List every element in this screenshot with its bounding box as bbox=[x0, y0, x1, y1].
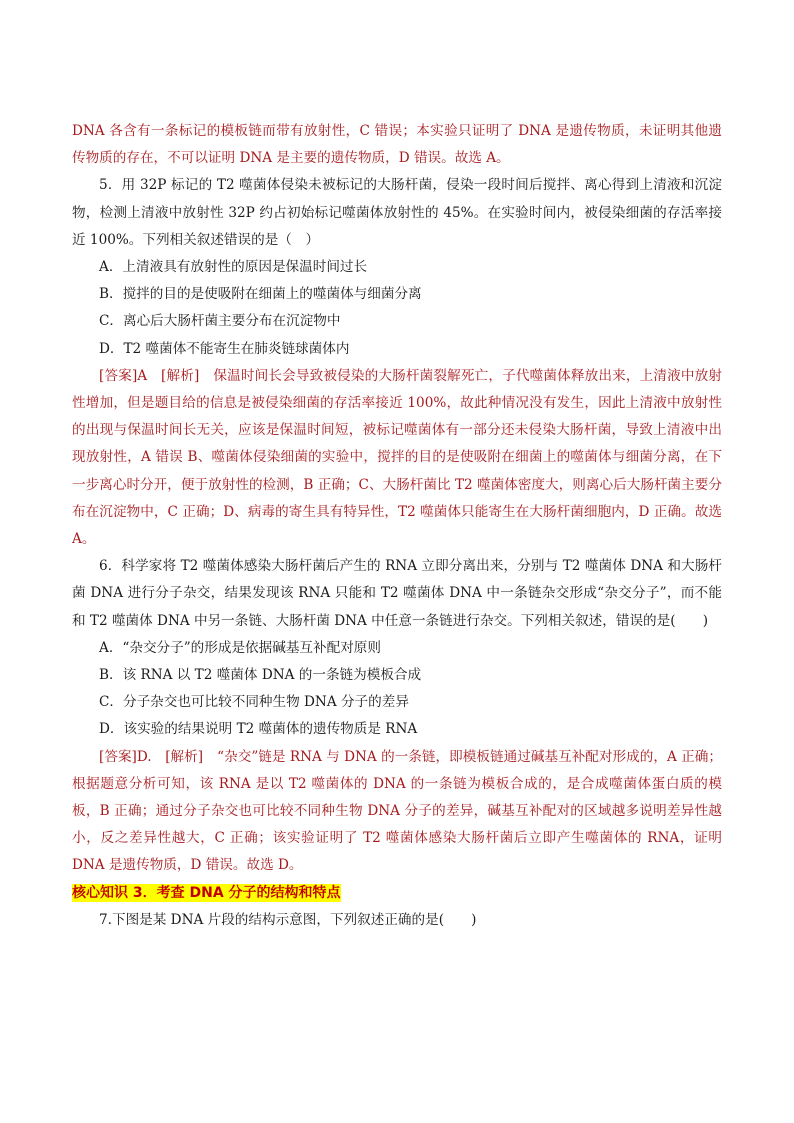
q5-option-b: B．搅拌的目的是使吸附在细菌上的噬菌体与细菌分离 bbox=[99, 286, 422, 303]
q6-stem: 6．科学家将 T2 噬菌体感染大肠杆菌后产生的 RNA 立即分离出来，分别与 T2 噬菌体 DNA 和大肠杆菌 DNA 进行分子杂交，结果发现该 RNA 只能和 T2 噬菌体 DNA 中一条链杂交形成“杂交分子”，而不能和 T2 噬菌体 DNA 中另一条链、大肠杆菌 DNA 中任意一条链进行杂交。下列相关叙述，错误的是( ) bbox=[72, 558, 722, 629]
q5-answer-explanation bbox=[72, 363, 722, 553]
q6-answer-tag: [答案]D. [解析] bbox=[99, 748, 204, 765]
q6-answer-explanation bbox=[72, 744, 722, 880]
prev-explanation-tail: DNA 各含有一条标记的模板链而带有放射性，C 错误；本实验只证明了 DNA 是遗传物质，未证明其他遗传物质的存在，不可以证明 DNA 是主要的遗传物质，D 错误。故选 A。 bbox=[72, 123, 722, 167]
q5-option-c: C．离心后大肠杆菌主要分布在沉淀物中 bbox=[99, 313, 341, 330]
q7-stem: 7.下图是某 DNA 片段的结构示意图，下列叙述正确的是( ) bbox=[99, 911, 477, 928]
q6-option-c: C．分子杂交也可比较不同种生物 DNA 分子的差异 bbox=[99, 694, 409, 711]
q6-explanation: “杂交”链是 RNA 与 DNA 的一条链，即模板链通过碱基互补配对形成的，A 正确；根据题意分析可知，该 RNA 是以 T2 噬菌体的 DNA 的一条链为模板合成的，是合成噬菌体蛋白质的模板，B 正确；通过分子杂交也可比较不同种生物 DNA 分子的差异，碱基互补配对的区域越多说明差异性越小，反之差异性越大，C 正确；该实验证明了 T2 噬菌体感染大肠杆菌后立即产生噬菌体的 RNA，证明 DNA 是遗传物质，D 错误。故选 D。 bbox=[72, 748, 722, 874]
q6-option-b: B．该 RNA 以 T2 噬菌体 DNA 的一条链为模板合成 bbox=[99, 667, 422, 684]
section-heading-row bbox=[72, 880, 722, 907]
q6-option-d: D．该实验的结果说明 T2 噬菌体的遗传物质是 RNA bbox=[99, 721, 418, 738]
q5-stem: 5．用 32P 标记的 T2 噬菌体侵染未被标记的大肠杆菌，侵染一段时间后搅拌、离心得到上清液和沉淀物，检测上清液中放射性 32P 约占初始标记噬菌体放射性的 45%。在实验时间内，被侵染细菌的存活率接近 100%。下列相关叙述错误的是（ ） bbox=[72, 177, 722, 248]
document-content bbox=[72, 118, 722, 934]
q6-option-a: A．“杂交分子”的形成是依据碱基互补配对原则 bbox=[99, 639, 381, 656]
q5-option-a: A．上清液具有放射性的原因是保温时间过长 bbox=[99, 259, 368, 276]
q5-explanation: 保温时间长会导致被侵染的大肠杆菌裂解死亡，子代噬菌体释放出来，上清液中放射性增加，但是题目给的信息是被侵染细菌的存活率接近 100%，故此种情况没有发生，因此上清液中放射性的出现与保温时间长无关，应该是保温时间短，被标记噬菌体有一部分还未侵染大肠杆菌，导致上清液中出现放射性，A 错误 B、噬菌体侵染细菌的实验中，搅拌的目的是使吸附在细菌上的噬菌体与细菌分离，在下一步离心时分开，便于放射性的检测，B 正确；C、大肠杆菌比 T2 噬菌体密度大，则离心后大肠杆菌主要分布在沉淀物中，C 正确；D、病毒的寄生具有特异性，T2 噬菌体只能寄生在大肠杆菌细胞内，D 正确。故选 A。 bbox=[72, 367, 722, 548]
section-heading: 核心知识 3．考查 DNA 分子的结构和特点 bbox=[72, 884, 341, 901]
q5-answer-tag: [答案]A [解析] bbox=[99, 367, 200, 384]
q5-option-d: D．T2 噬菌体不能寄生在肺炎链球菌体内 bbox=[99, 340, 350, 357]
